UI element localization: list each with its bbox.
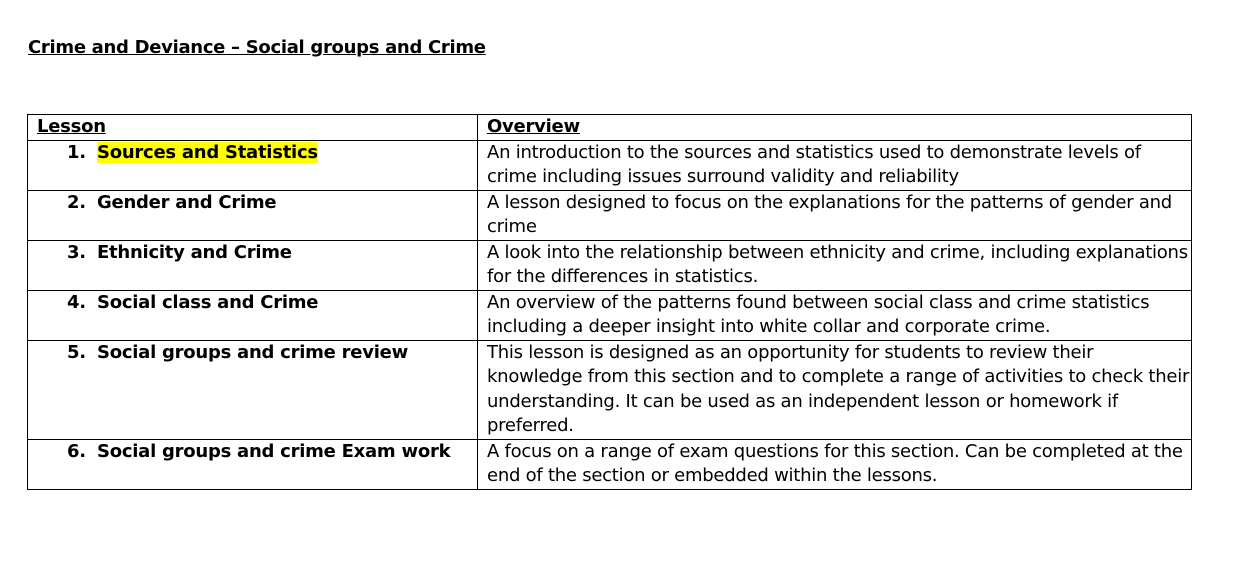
lesson-title-highlighted: Sources and Statistics [97, 141, 318, 163]
table-row [28, 140, 1192, 190]
table-row [28, 190, 1192, 240]
lesson-cell [28, 340, 478, 439]
table-header-row [28, 115, 1192, 141]
table-row [28, 290, 1192, 340]
lesson-number: 1. [67, 141, 86, 163]
lesson-title: Social groups and crime review [97, 341, 408, 363]
lesson-title: Social class and Crime [97, 291, 319, 313]
overview-cell: An introduction to the sources and statistics used to demonstrate levels of crime including issues surround validity and reliability [478, 140, 1192, 190]
lesson-number: 3. [67, 241, 86, 263]
lesson-cell [28, 240, 478, 290]
overview-cell: This lesson is designed as an opportunity for students to review their knowledge from this section and to complete a range of activities to check their understanding. It can be used as an independent lesson or homework if preferred. [478, 340, 1192, 439]
table-row [28, 240, 1192, 290]
lesson-number: 4. [67, 291, 86, 313]
overview-column-header: Overview [478, 115, 1192, 141]
lesson-title: Ethnicity and Crime [97, 241, 292, 263]
lesson-title: Gender and Crime [97, 191, 277, 213]
overview-cell: A focus on a range of exam questions for this section. Can be completed at the end of the section or embedded within the lessons. [478, 439, 1192, 489]
lesson-number: 5. [67, 341, 86, 363]
table-row [28, 439, 1192, 489]
document-title: Crime and Deviance – Social groups and Crime [28, 37, 486, 58]
table-row [28, 340, 1192, 439]
lesson-title: Social groups and crime Exam work [97, 440, 451, 462]
overview-cell: A look into the relationship between ethnicity and crime, including explanations for the differences in statistics. [478, 240, 1192, 290]
lesson-cell [28, 140, 478, 190]
lesson-number: 6. [67, 440, 86, 462]
lesson-cell [28, 439, 478, 489]
lessons-table [27, 114, 1192, 490]
lesson-cell [28, 290, 478, 340]
lesson-number: 2. [67, 191, 86, 213]
overview-cell: A lesson designed to focus on the explanations for the patterns of gender and crime [478, 190, 1192, 240]
overview-cell: An overview of the patterns found between social class and crime statistics including a deeper insight into white collar and corporate crime. [478, 290, 1192, 340]
lesson-cell [28, 190, 478, 240]
lesson-column-header: Lesson [28, 115, 478, 141]
